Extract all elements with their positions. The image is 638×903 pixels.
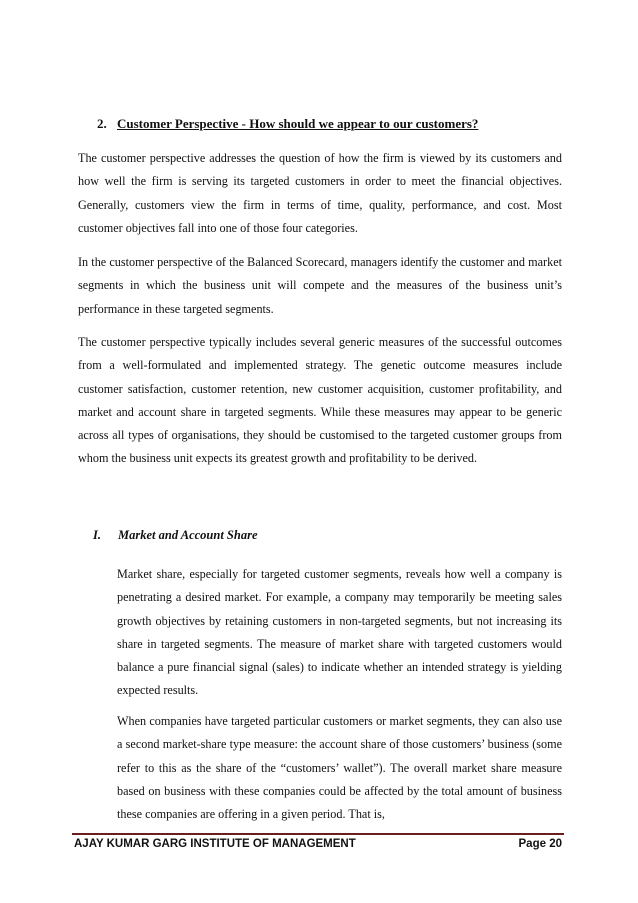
footer-institute: AJAY KUMAR GARG INSTITUTE OF MANAGEMENT — [74, 838, 356, 850]
footer-page-number: Page 20 — [518, 838, 562, 850]
footer-divider — [72, 833, 564, 835]
paragraph-customer-perspective-intro: The customer perspective addresses the question of how the firm is viewed by its customers and how well the firm is serving its targeted customers in order to meet the financial objectives. Generally, customers view the firm in terms of time, quality, performance, and cost. Most customer objectives fall into one of those four categories. — [78, 151, 562, 235]
paragraph-account-share: When companies have targeted particular customers or market segments, they can also use a second market-share type measure: the account share of those customers’ business (some refer to this as the share of the “customers’ wallet”). The overall market share measure based on business with these companies could be affected by the total amount of business these companies are offering in a given period. That is, — [117, 714, 562, 822]
section-heading — [97, 116, 478, 132]
paragraph-balanced-scorecard: In the customer perspective of the Balanced Scorecard, managers identify the customer and market segments in which the business unit will compete and the measures of the business unit’s performance in these targeted segments. — [78, 255, 562, 316]
subsection-numeral: I. — [93, 528, 101, 542]
paragraph-market-share: Market share, especially for targeted customer segments, reveals how well a company is penetrating a desired market. For example, a company may temporarily be meeting sales growth objectives by retaining customers in non-targeted segments, but not increasing its share in targeted segments. The measure of market share with targeted customers would balance a pure financial signal (sales) to indicate whether an intended strategy is yielding expected results. — [117, 567, 562, 698]
paragraph-generic-measures: The customer perspective typically includes several generic measures of the successful outcomes from a well-formulated and implemented strategy. The genetic outcome measures include customer satisfaction, customer retention, new customer acquisition, customer profitability, and market and account share in targeted segments. While these measures may appear to be generic across all types of organisations, they should be customised to the targeted customer groups from whom the business unit expects its greatest growth and profitability to be derived. — [78, 335, 562, 466]
section-title: Customer Perspective - How should we appear to our customers? — [117, 116, 479, 131]
subsection-title: Market and Account Share — [118, 528, 258, 542]
subsection-heading — [93, 528, 258, 543]
section-number: 2. — [97, 116, 107, 131]
